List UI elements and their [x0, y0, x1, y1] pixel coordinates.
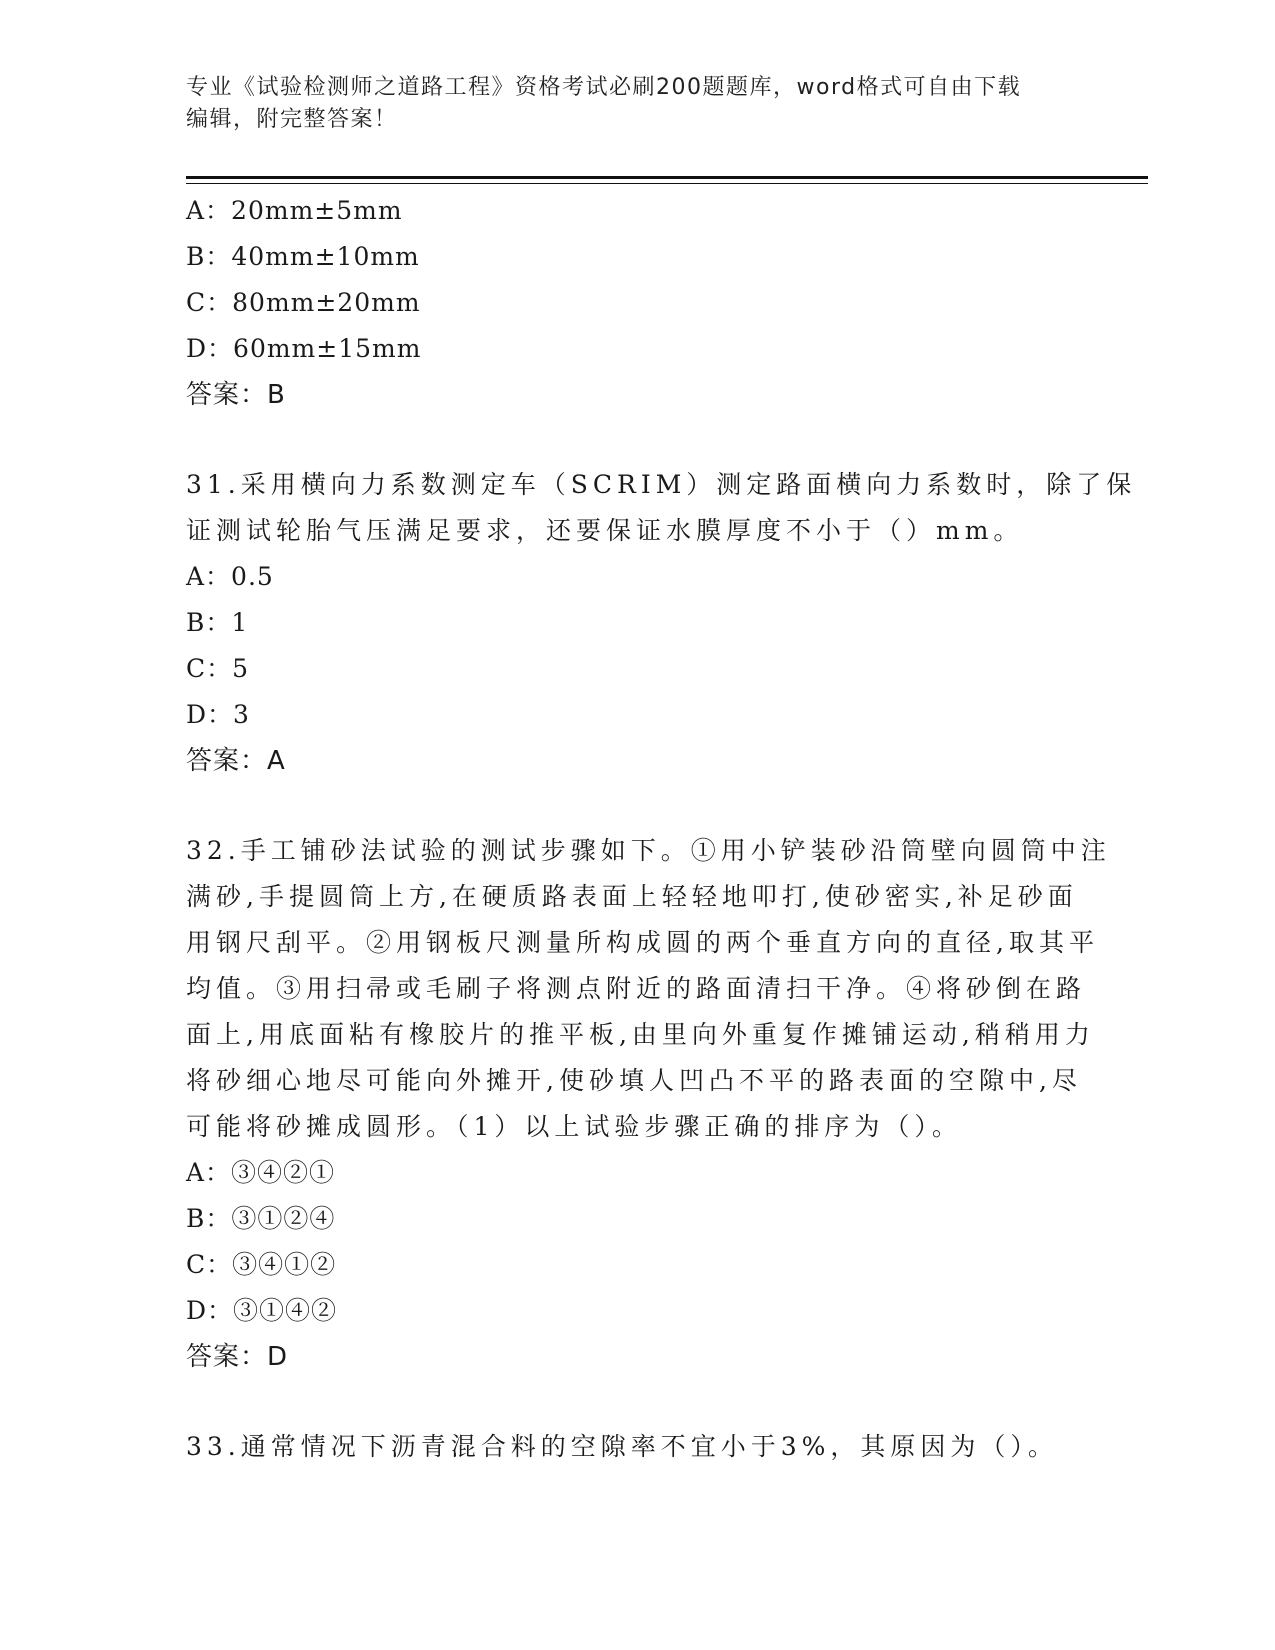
question-stem-line: 32.手工铺砂法试验的测试步骤如下。①用小铲装砂沿筒壁向圆筒中注 — [186, 836, 1111, 865]
header-line-2: 编辑，附完整答案！ — [186, 107, 398, 132]
question-stem-line: 33.通常情况下沥青混合料的空隙率不宜小于3%，其原因为（）。 — [186, 1432, 1058, 1461]
option-a: A：0.5 — [186, 562, 274, 591]
option-c: C：5 — [186, 654, 250, 683]
answer: 答案：B — [186, 380, 286, 410]
question-stem-line: 满砂,手提圆筒上方,在硬质路表面上轻轻地叩打,使砂密实,补足砂面 — [186, 882, 1078, 911]
option-c: C：80mm±20mm — [186, 288, 421, 317]
document-header — [186, 72, 1066, 136]
option-d: D：③①④② — [186, 1296, 338, 1325]
question-stem-line: 均值。③用扫帚或毛刷子将测点附近的路面清扫干净。④将砂倒在路 — [186, 974, 1087, 1003]
question-stem-line: 面上,用底面粘有橡胶片的推平板,由里向外重复作摊铺运动,稍稍用力 — [186, 1020, 1095, 1049]
question-32 — [186, 828, 1111, 1380]
option-b: B：1 — [186, 608, 249, 637]
option-d: D：60mm±15mm — [186, 334, 422, 363]
question-stem-line: 证测试轮胎气压满足要求，还要保证水膜厚度不小于（）mm。 — [186, 516, 1024, 545]
question-stem-line: 将砂细心地尽可能向外摊开,使砂填人凹凸不平的路表面的空隙中,尽 — [186, 1066, 1082, 1095]
document-body — [186, 188, 1137, 1470]
question-33 — [186, 1424, 1086, 1470]
option-a: A：20mm±5mm — [186, 196, 403, 225]
option-b: B：③①②④ — [186, 1204, 336, 1233]
option-a: A：③④②① — [186, 1158, 336, 1187]
header-rule-thick — [186, 176, 1148, 179]
option-b: B：40mm±10mm — [186, 242, 420, 271]
header-line-1: 专业《试验检测师之道路工程》资格考试必刷200题题库，word格式可自由下载 — [186, 75, 1022, 100]
question-stem-line: 用钢尺刮平。②用钢板尺测量所构成圆的两个垂直方向的直径,取其平 — [186, 928, 1099, 957]
question-30-tail — [186, 188, 1086, 418]
answer: 答案：D — [186, 1342, 289, 1372]
answer: 答案：A — [186, 746, 286, 776]
option-d: D：3 — [186, 700, 250, 729]
header-rule-thin — [186, 183, 1148, 184]
option-c: C：③④①② — [186, 1250, 337, 1279]
question-stem-line: 可能将砂摊成圆形。（1）以上试验步骤正确的排序为（）。 — [186, 1112, 962, 1141]
question-stem-line: 31.采用横向力系数测定车（SCRIM）测定路面横向力系数时，除了保 — [186, 470, 1137, 499]
question-31 — [186, 462, 1137, 784]
